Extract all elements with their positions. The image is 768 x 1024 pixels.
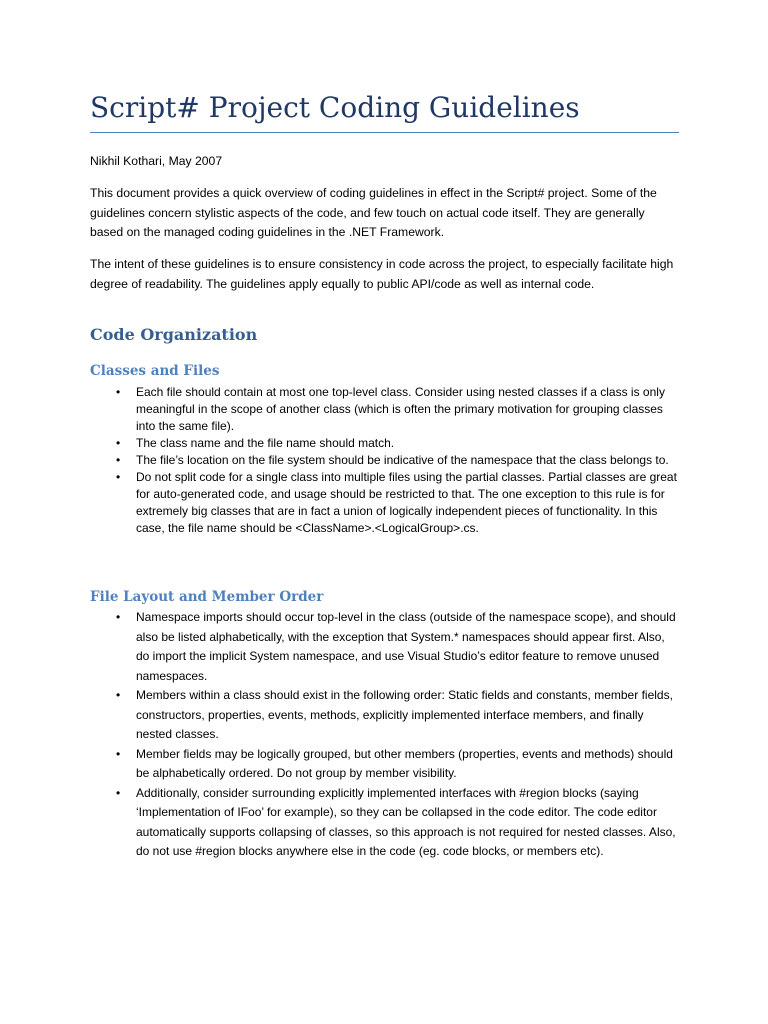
subsection-heading-classes-and-files: Classes and Files xyxy=(90,363,220,379)
bullet-icon: • xyxy=(116,746,121,761)
bullet-icon: • xyxy=(116,688,121,702)
intro-paragraph: The intent of these guidelines is to ensure consistency in code across the project, to especially facilitate high degree of readability. The guidelines apply equally to public API/code as well as internal code. xyxy=(90,257,674,291)
intro-paragraph: This document provides a quick overview of coding guidelines in effect in the Script# project. Some of the guidelines concern stylistic aspects of the code, and few touch on actual code itself. They are generally based on the managed coding guidelines in the .NET Framework. xyxy=(90,186,657,239)
list-item-text: Member fields may be logically grouped, but other members (properties, events and methods) should be alphabetically ordered. Do not group by member visibility. xyxy=(136,746,673,780)
list-item-text: Namespace imports should occur top-level in the class (outside of the namespace scope), and should also be listed alphabetically, with the exception that System.* namespaces should appear first. Also, do import the implicit System namespace, and use Visual Studio’s editor feature to remove unused namespaces. xyxy=(136,610,676,683)
list-item xyxy=(90,384,680,435)
bullet-icon: • xyxy=(116,470,121,484)
subsection-heading-file-layout: File Layout and Member Order xyxy=(90,589,324,605)
bullet-icon: • xyxy=(116,453,121,467)
list-item-text: The file’s location on the file system should be indicative of the namespace that the class belongs to. xyxy=(136,453,669,467)
section-heading-code-organization: Code Organization xyxy=(90,325,258,344)
bullet-list-file-layout xyxy=(90,608,680,862)
title-underline xyxy=(90,132,679,133)
bullet-icon: • xyxy=(116,385,121,399)
bullet-icon: • xyxy=(116,436,121,450)
list-item xyxy=(90,435,680,452)
list-item xyxy=(90,686,680,745)
list-item-text: The class name and the file name should match. xyxy=(136,436,395,450)
byline: Nikhil Kothari, May 2007 xyxy=(90,154,223,168)
bullet-list-classes-and-files xyxy=(90,384,680,537)
list-item xyxy=(90,745,680,784)
list-item-text: Members within a class should exist in the following order: Static fields and constants, member fields, constructors, properties, events, methods, explicitly implemented interface members, and finally nested classes. xyxy=(136,688,673,741)
list-item xyxy=(90,608,680,686)
page-title: Script# Project Coding Guidelines xyxy=(90,91,580,124)
list-item xyxy=(90,452,680,469)
list-item-text: Do not split code for a single class into multiple files using the partial classes. Partial classes are great for auto-generated code, and usage should be restricted to that. The one exception to this rule is for extremely big classes that are in fact a union of logically independent pieces of functionality. In this case, the file name should be <ClassName>.<LogicalGroup>.cs. xyxy=(136,470,677,535)
bullet-icon: • xyxy=(116,610,121,624)
list-item xyxy=(90,469,680,537)
bullet-icon: • xyxy=(116,785,121,800)
list-item-text: Additionally, consider surrounding explicitly implemented interfaces with #region blocks (saying ‘Implementation of IFoo’ for example), so they can be collapsed in the code editor. The code editor automatically supports collapsing of classes, so this approach is not required for nested classes. Also, do not use #region blocks anywhere else in the code (eg. code blocks, or members etc). xyxy=(136,785,676,858)
list-item-text: Each file should contain at most one top-level class. Consider using nested classes if a class is only meaningful in the scope of another class (which is often the primary motivation for grouping classes into the same file). xyxy=(136,385,665,433)
list-item xyxy=(90,784,680,862)
